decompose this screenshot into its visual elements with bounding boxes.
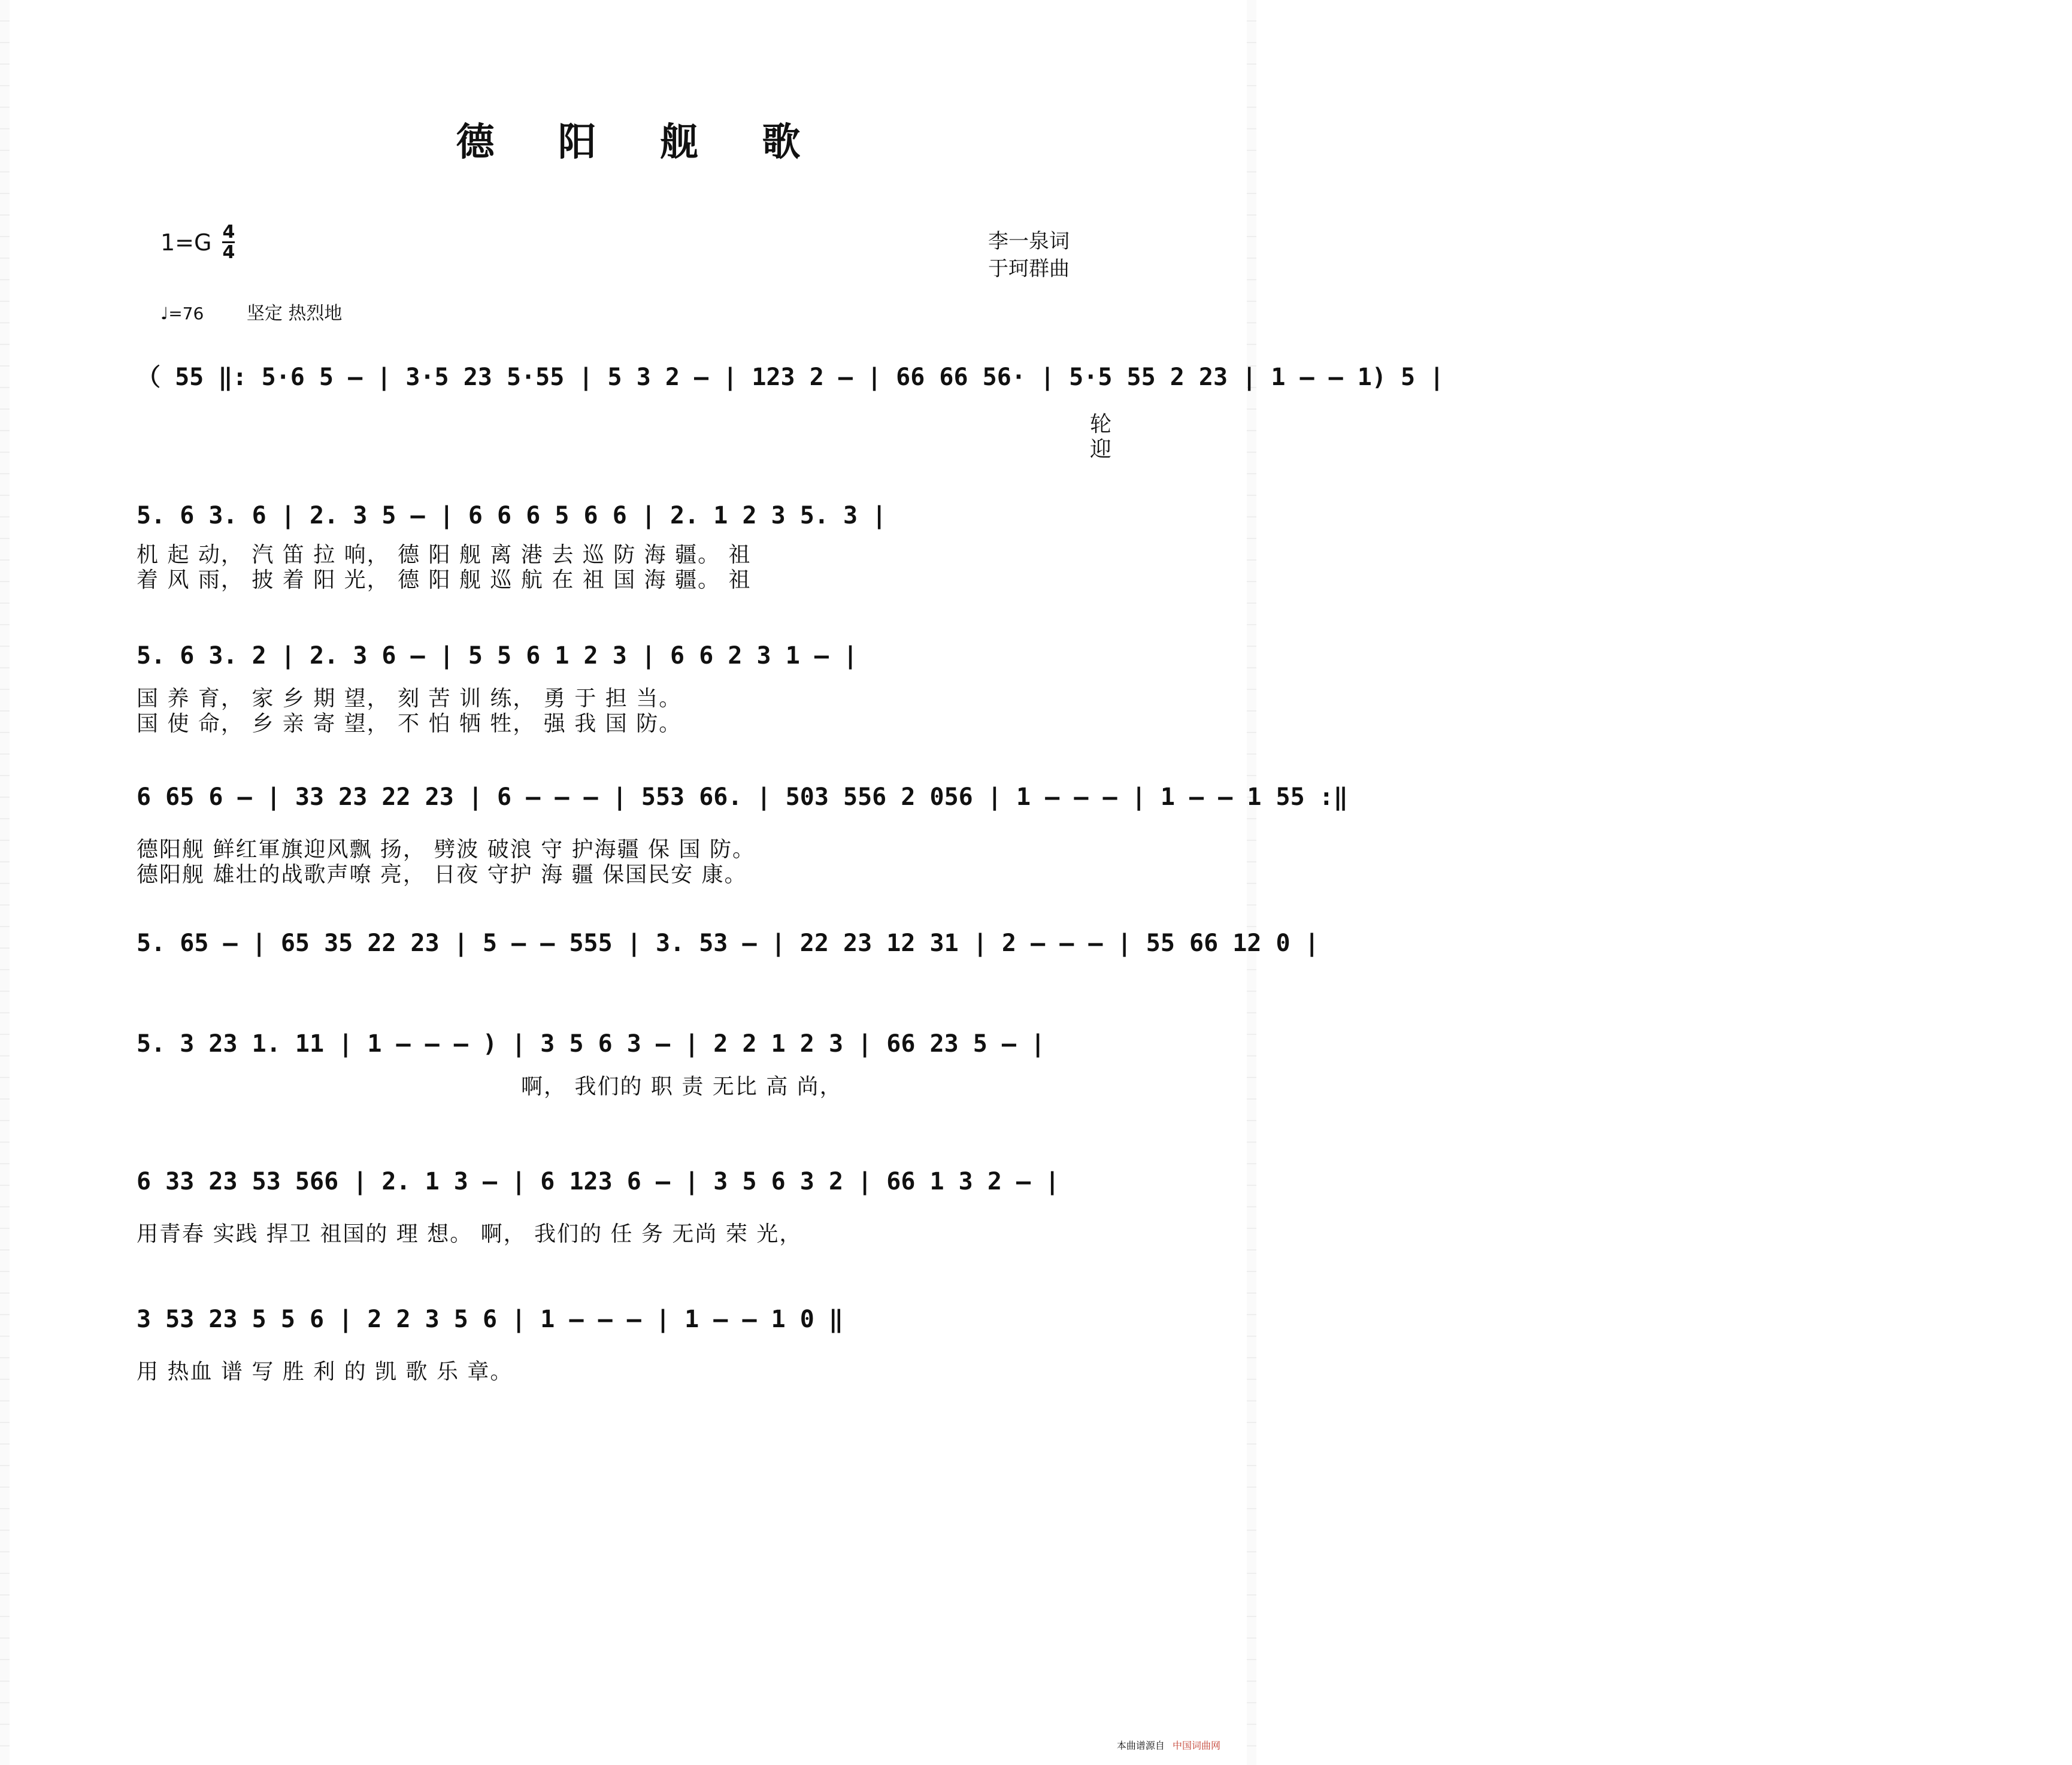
score-row-5 xyxy=(137,930,1319,957)
lyric-line: 国 养 育， 家 乡 期 望， 刻 苦 训 练， 勇 于 担 当。 xyxy=(137,686,682,711)
lyric-line: 迎 xyxy=(1090,437,1113,462)
note-line: 3 53 23 5 5 6 | 2 2 3 5 6 | 1 – – – | 1 – – 1 0 ‖ xyxy=(137,1306,844,1333)
footer-source xyxy=(1117,1738,1220,1752)
lyric-line: 德阳舰 鲜红軍旗迎风飘 扬， 劈波 破浪 守 护海疆 保 国 防。 xyxy=(137,837,755,862)
score-row-6 xyxy=(137,1030,1119,1058)
lyric-line: 啊， 我们的 职 责 无比 高 尚， xyxy=(521,1074,843,1099)
tempo-line xyxy=(160,298,342,325)
song-title: 德 阳 舰 歌 xyxy=(456,120,826,165)
note-line: 5. 3 23 1. 11 | 1 – – – ) | 3 5 6 3 – | 2 2 1 2 3 | 66 23 5 – | xyxy=(137,1030,1046,1058)
lyric-line: 用青春 实践 捍卫 祖国的 理 想。 啊， 我们的 任 务 无尚 荣 光， xyxy=(137,1222,802,1246)
lyric-line: 着 风 雨， 披 着 阳 光， 德 阳 舰 巡 航 在 祖 国 海 疆。 祖 xyxy=(137,568,752,592)
credits xyxy=(988,228,1070,283)
note-line: 5. 6 3. 2 | 2. 3 6 – | 5 5 6 1 2 3 | 6 6 2 3 1 – | xyxy=(137,642,858,670)
score-row-1 xyxy=(137,358,1444,392)
lyric-line: 用 热血 谱 写 胜 利 的 凯 歌 乐 章。 xyxy=(137,1360,513,1384)
expression-marking: 坚定 热烈地 xyxy=(246,303,343,324)
lyric-line: 国 使 命， 乡 亲 寄 望， 不 怕 牺 牲， 强 我 国 防。 xyxy=(137,712,682,736)
score-row-7 xyxy=(137,1168,1119,1195)
lyric-line: 轮 xyxy=(1090,412,1113,437)
time-signature-top: 4 xyxy=(222,222,235,243)
note-line: 5. 65 – | 65 35 22 23 | 5 – – 555 | 3. 53 – | 22 23 12 31 | 2 – – – | 55 66 12 0 | xyxy=(137,930,1319,957)
lyric-line: 机 起 动， 汽 笛 拉 响， 德 阳 舰 离 港 去 巡 防 海 疆。 祖 xyxy=(137,543,752,567)
footer-source-label: 本曲谱源自 xyxy=(1116,1740,1165,1751)
footer-site-link[interactable]: 中国词曲网 xyxy=(1172,1740,1220,1751)
note-line: （ 55 ‖: 5·6 5 – | 3·5 23 5·55 | 5 3 2 – | 123 2 – | 66 66 56· | 5·5 55 2 23 | 1 – – 1) 5 | xyxy=(137,364,1444,391)
key-signature xyxy=(160,223,235,262)
tempo-marking: ♩=76 xyxy=(160,304,204,323)
lyric-line: 德阳舰 雄壮的战歌声嘹 亮， 日夜 守护 海 疆 保国民安 康。 xyxy=(137,862,747,887)
left-margin-strip xyxy=(0,0,10,1765)
score-row-3 xyxy=(137,642,1119,670)
time-signature xyxy=(222,223,235,262)
right-margin-strip xyxy=(1247,0,1256,1765)
key-label: 1=G xyxy=(160,229,212,256)
lyricist: 李一泉词 xyxy=(988,229,1070,253)
score-row-4 xyxy=(137,783,1348,811)
note-line: 5. 6 3. 6 | 2. 3 5 – | 6 6 6 5 6 6 | 2. 1 2 3 5. 3 | xyxy=(137,502,887,529)
time-signature-bottom: 4 xyxy=(222,242,235,263)
note-line: 6 65 6 – | 33 23 22 23 | 6 – – – | 553 66. | 503 556 2 056 | 1 – – – | 1 – – 1 55 :‖ xyxy=(137,783,1348,811)
score-row-8 xyxy=(137,1306,1119,1333)
score-row-2 xyxy=(137,502,1119,529)
composer: 于珂群曲 xyxy=(988,257,1070,281)
note-line: 6 33 23 53 566 | 2. 1 3 – | 6 123 6 – | 3 5 6 3 2 | 66 1 3 2 – | xyxy=(137,1168,1060,1195)
